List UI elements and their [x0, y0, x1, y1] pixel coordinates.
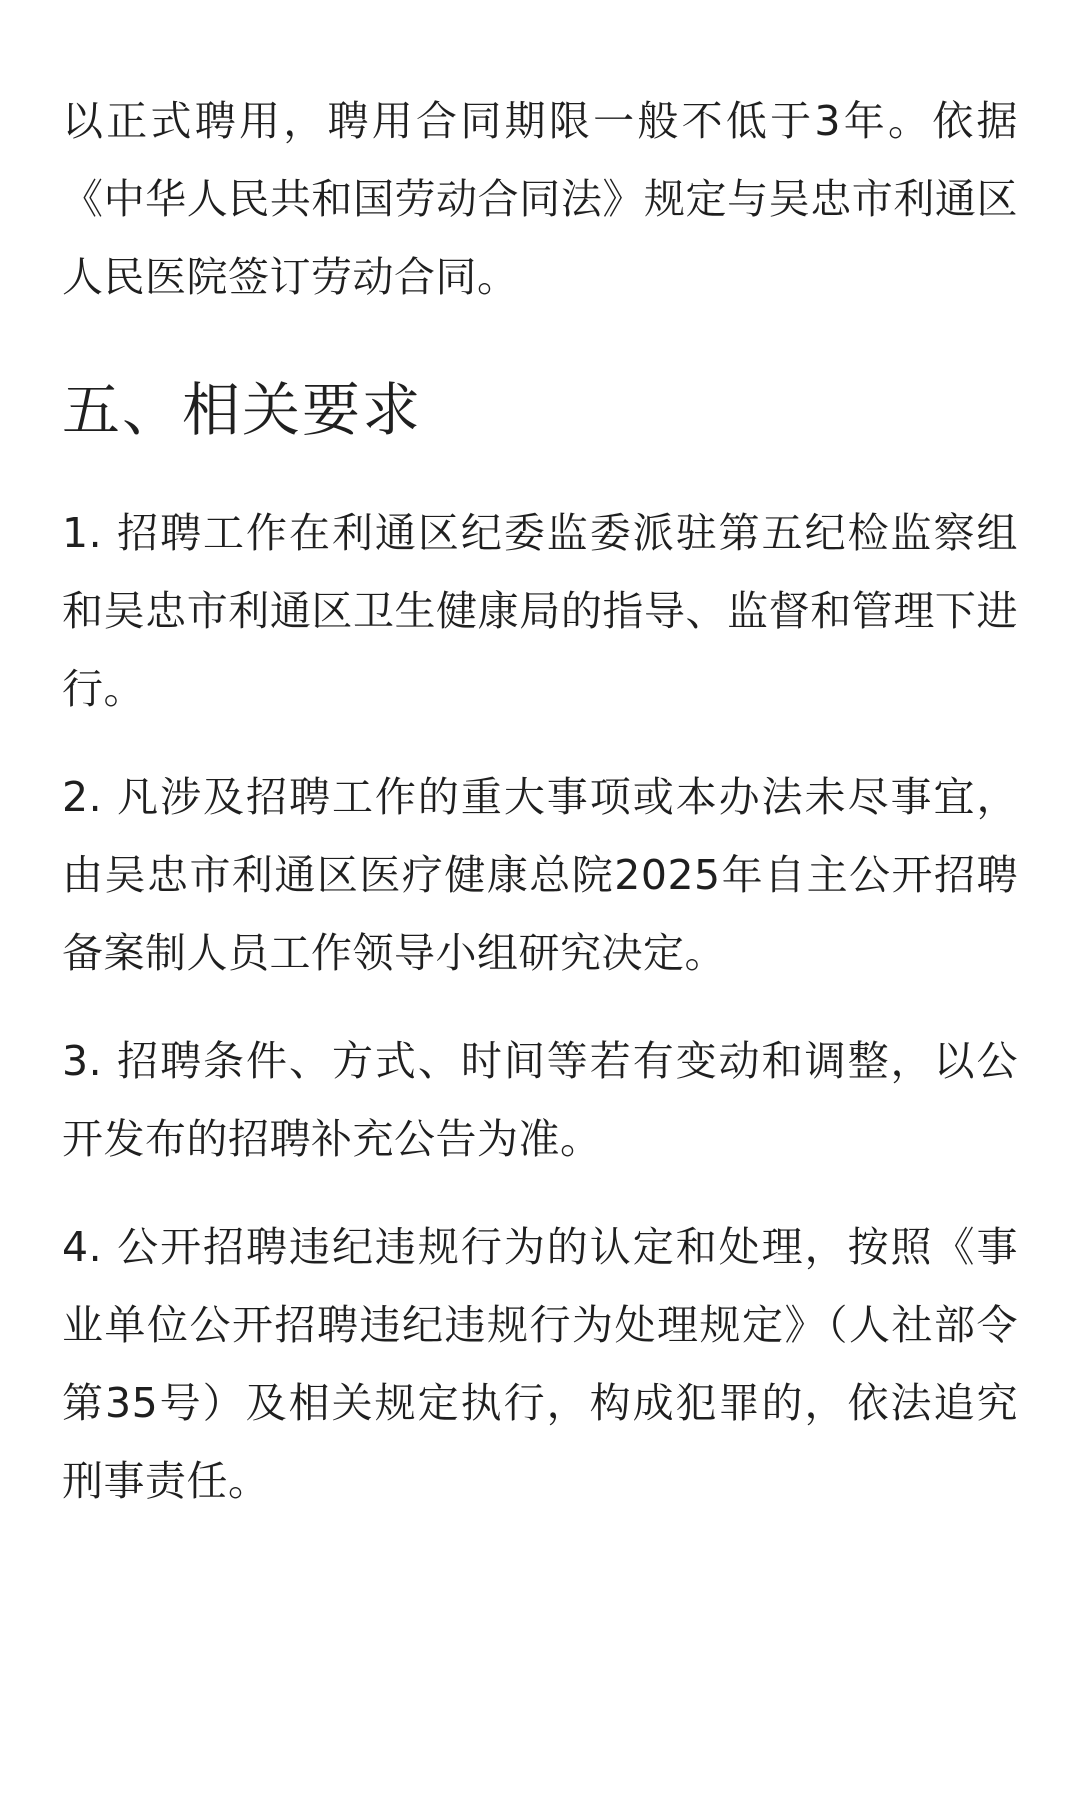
requirements-list: [62, 494, 1018, 1520]
requirement-item-4: 4. 公开招聘违纪违规行为的认定和处理，按照《事业单位公开招聘违纪违规行为处理规定》（人社部令第35号）及相关规定执行，构成犯罪的，依法追究刑事责任。: [62, 1223, 1018, 1505]
requirement-item-1: 1. 招聘工作在利通区纪委监委派驻第五纪检监察组和吴忠市利通区卫生健康局的指导、监督和管理下进行。: [62, 509, 1018, 713]
section-heading: 五、相关要求: [62, 376, 423, 444]
requirement-item-3: 3. 招聘条件、方式、时间等若有变动和调整，以公开发布的招聘补充公告为准。: [62, 1037, 1018, 1163]
requirement-item-2: 2. 凡涉及招聘工作的重大事项或本办法未尽事宜，由吴忠市利通区医疗健康总院2025年自主公开招聘备案制人员工作领导小组研究决定。: [62, 773, 1018, 977]
article-body: [62, 82, 1018, 1550]
intro-paragraph: 以正式聘用，聘用合同期限一般不低于3年。依据《中华人民共和国劳动合同法》规定与吴忠市利通区人民医院签订劳动合同。: [62, 97, 1018, 301]
